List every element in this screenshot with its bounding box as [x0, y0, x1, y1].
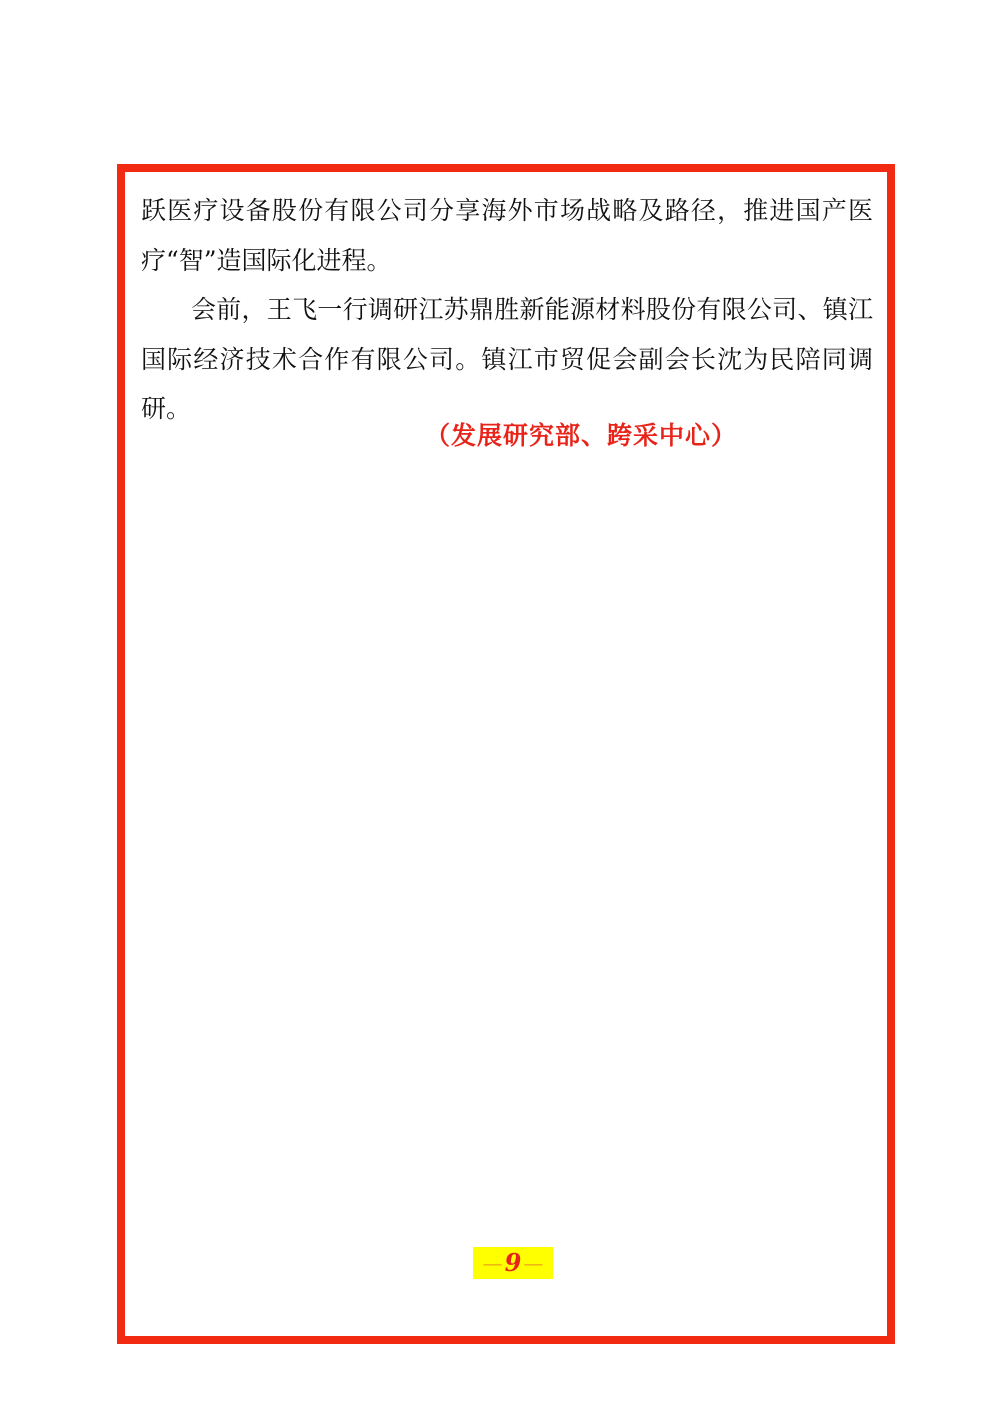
page-border-frame [117, 164, 895, 1344]
paragraph-research-visit: 会前，王飞一行调研江苏鼎胜新能源材料股份有限公司、镇江国际经济技术合作有限公司。镇江市贸促会副会长沈为民陪同调研。 [141, 295, 873, 423]
paragraph-continuation: 跃医疗设备股份有限公司分享海外市场战略及路径，推进国产医疗“智”造国际化进程。 [141, 196, 873, 275]
article-source: （发展研究部、跨采中心） [425, 421, 738, 450]
page-number-dash-left: — [482, 1251, 503, 1275]
page-number [473, 1247, 553, 1279]
article-body [141, 186, 873, 434]
page-number-value: 9 [504, 1248, 522, 1277]
page-number-dash-right: — [523, 1251, 544, 1275]
